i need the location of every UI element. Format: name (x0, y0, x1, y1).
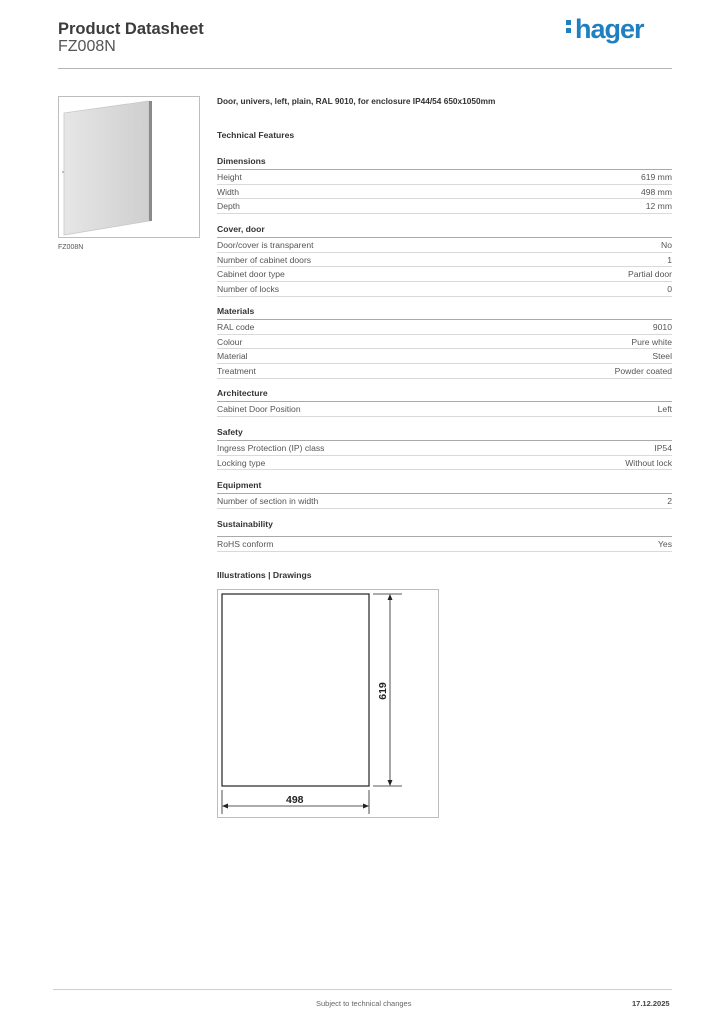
section-equipment (217, 478, 672, 509)
section-title: Equipment (217, 478, 672, 494)
spec-value: Partial door (628, 269, 672, 280)
spec-label: Colour (217, 336, 243, 347)
spec-label: Door/cover is transparent (217, 240, 314, 250)
spec-value: 2 (667, 496, 672, 506)
footer-date: 17.12.2025 (632, 999, 670, 1008)
section-title: Materials (217, 304, 672, 320)
door-panel-icon (59, 97, 199, 237)
brand-logo (566, 14, 644, 45)
page-title: Product Datasheet (58, 20, 204, 38)
header-divider (58, 68, 672, 69)
section-materials (217, 304, 672, 379)
thumbnail-caption: FZ008N (58, 244, 84, 251)
spec-label: Height (217, 172, 242, 182)
section-title: Architecture (217, 386, 672, 402)
spec-row (217, 364, 672, 379)
spec-label: RAL code (217, 322, 255, 332)
product-thumbnail (58, 96, 200, 238)
spec-row (217, 267, 672, 282)
technical-features-title: Technical Features (217, 130, 295, 140)
spec-row (217, 441, 672, 456)
spec-label: Depth (217, 201, 240, 212)
spec-value: 619 mm (640, 172, 672, 182)
section-architecture (217, 386, 672, 417)
logo-text: hager (575, 14, 644, 44)
spec-value: 1 (667, 254, 672, 265)
logo-colon-icon (566, 17, 572, 36)
section-safety (217, 425, 672, 470)
section-dimensions (217, 154, 672, 214)
height-dimension-label: 619 (376, 682, 389, 700)
spec-label: Locking type (217, 457, 266, 468)
spec-row (217, 185, 672, 200)
technical-drawing (217, 589, 439, 818)
spec-value: Pure white (631, 336, 672, 347)
section-sustainability (217, 517, 672, 552)
spec-row (217, 238, 672, 253)
spec-value: 9010 (652, 322, 672, 332)
spec-row (217, 537, 672, 552)
spec-row (217, 199, 672, 214)
door-outline-drawing (218, 590, 438, 817)
spec-row (217, 170, 672, 185)
width-dimension-label: 498 (286, 794, 304, 806)
spec-label: Material (217, 351, 248, 362)
spec-label: Number of locks (217, 284, 280, 295)
footer-note: Subject to technical changes (316, 999, 412, 1008)
section-title: Dimensions (217, 154, 672, 170)
spec-label: Cabinet Door Position (217, 404, 301, 414)
spec-label: Ingress Protection (IP) class (217, 443, 325, 453)
spec-value: IP54 (654, 443, 672, 453)
spec-value: Steel (652, 351, 672, 362)
spec-value: Yes (657, 539, 672, 549)
spec-value: Without lock (625, 457, 672, 468)
product-code: FZ008N (58, 38, 116, 55)
section-cover-door (217, 222, 672, 297)
product-description: Door, univers, left, plain, RAL 9010, for enclosure IP44/54 650x1050mm (217, 96, 496, 106)
section-title: Safety (217, 425, 672, 441)
spec-value: 498 mm (640, 186, 672, 197)
spec-row (217, 456, 672, 471)
spec-value: 12 mm (645, 201, 672, 212)
spec-row (217, 349, 672, 364)
spec-value: 0 (667, 284, 672, 295)
spec-label: Number of cabinet doors (217, 254, 312, 265)
spec-row (217, 282, 672, 297)
spec-value: Powder coated (614, 366, 672, 377)
spec-value: No (661, 240, 672, 250)
spec-label: Cabinet door type (217, 269, 285, 280)
spec-row (217, 253, 672, 268)
spec-row (217, 494, 672, 509)
spec-label: Width (217, 186, 239, 197)
spec-label: RoHS conform (217, 539, 274, 549)
spec-label: Treatment (217, 366, 256, 377)
footer-divider (53, 989, 672, 990)
spec-value: Left (657, 404, 672, 414)
section-title: Cover, door (217, 222, 672, 238)
spec-label: Number of section in width (217, 496, 319, 506)
section-title: Sustainability (217, 517, 672, 537)
spec-row (217, 320, 672, 335)
spec-row (217, 402, 672, 417)
illustrations-title: Illustrations | Drawings (217, 570, 312, 580)
spec-row (217, 335, 672, 350)
